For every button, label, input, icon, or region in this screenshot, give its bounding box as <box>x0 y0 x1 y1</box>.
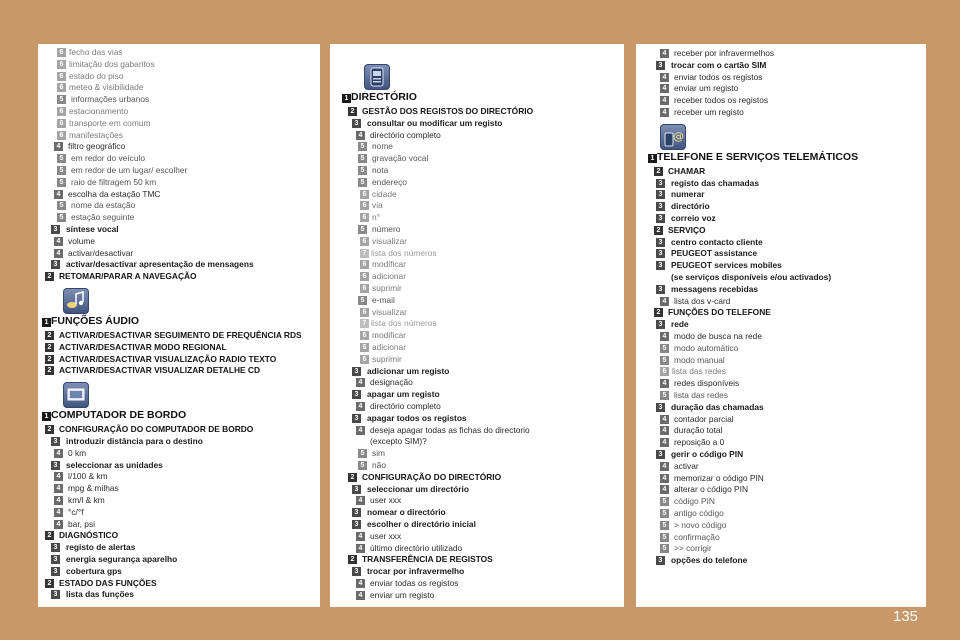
level-badge: 4 <box>356 496 365 505</box>
menu-item-label: enviar um registo <box>370 589 435 600</box>
menu-item-label: numerar <box>671 189 705 200</box>
menu-item-label: l/100 & km <box>68 471 108 482</box>
menu-item-level-3 <box>636 556 926 568</box>
menu-item-label: último directório utilizado <box>370 542 463 553</box>
menu-item-label: lista das redes <box>674 390 728 400</box>
level-badge: 5 <box>660 391 669 400</box>
menu-item-label: lista dos números <box>371 247 437 258</box>
menu-item-level-4 <box>636 108 926 120</box>
level-badge: 4 <box>54 496 63 505</box>
menu-column-2 <box>330 44 624 607</box>
level-badge: 2 <box>654 226 663 235</box>
menu-item-label: km/l & km <box>68 495 105 505</box>
level-badge: 3 <box>51 543 60 552</box>
level-badge: 4 <box>660 474 669 483</box>
menu-item-label: apagar um registo <box>367 389 440 400</box>
menu-item-label: visualizar <box>372 306 407 317</box>
level-badge: 3 <box>352 414 361 423</box>
menu-item-label: registo das chamadas <box>671 177 759 188</box>
trip-computer-icon <box>63 382 89 408</box>
level-badge: 6 <box>360 331 369 340</box>
level-badge: 3 <box>656 285 665 294</box>
menu-item-label: fecho das vias <box>69 47 123 57</box>
level-badge: 5 <box>358 296 367 305</box>
menu-item-label: activar/desactivar apresentação de mensagens <box>66 259 254 270</box>
level-badge: 1 <box>42 318 51 327</box>
menu-item-label: user xxx <box>370 495 402 506</box>
menu-item-label: user xxx <box>370 530 402 541</box>
level-badge: 2 <box>45 272 54 281</box>
level-badge: 4 <box>356 579 365 588</box>
menu-item-label: apagar todos os registos <box>367 412 467 423</box>
menu-item-label: TELEFONE E SERVIÇOS TELEMÁTICOS <box>657 151 859 163</box>
level-badge: 2 <box>45 355 54 364</box>
menu-item-label: sim <box>372 448 386 459</box>
level-badge: 3 <box>656 320 665 329</box>
menu-item-label: SERVIÇO <box>668 224 706 235</box>
level-badge: 2 <box>45 343 54 352</box>
menu-item-label: CONFIGURAÇÃO DO DIRECTÓRIO <box>362 471 502 482</box>
level-badge: 3 <box>656 179 665 188</box>
menu-item-label: ACTIVAR/DESACTIVAR VISUALIZAR DETALHE CD <box>59 365 260 376</box>
menu-item-label: RETOMAR/PARAR A NAVEGAÇÃO <box>59 271 197 282</box>
level-badge: 4 <box>660 84 669 93</box>
menu-item-label: manifestações <box>69 129 123 140</box>
level-badge: 3 <box>51 437 60 446</box>
level-badge: 7 <box>360 319 369 328</box>
menu-item-label: introduzir distância para o destino <box>66 436 203 446</box>
level-badge: 2 <box>348 473 357 482</box>
menu-item-label: messagens recebidas <box>671 283 759 294</box>
level-badge: 6 <box>360 308 369 317</box>
level-badge: 3 <box>51 260 60 269</box>
menu-item-label: raio de filtragem 50 km <box>71 176 157 187</box>
level-badge: 4 <box>54 508 63 517</box>
menu-item-label: PEUGEOT assistance <box>671 248 758 259</box>
menu-item-label: ESTADO DAS FUNÇÕES <box>59 577 157 588</box>
menu-item-label: modo de busca na rede <box>674 331 762 341</box>
level-badge: 2 <box>45 331 54 340</box>
level-badge: 6 <box>57 119 66 128</box>
level-badge: 3 <box>51 567 60 576</box>
level-badge: 3 <box>656 556 665 565</box>
menu-item-level-2 <box>38 366 320 378</box>
level-badge: 3 <box>51 461 60 470</box>
level-badge: 4 <box>660 426 669 435</box>
menu-item-label: modificar <box>372 330 406 341</box>
menu-column-1 <box>38 44 320 607</box>
level-badge: 4 <box>54 237 63 246</box>
level-badge: 3 <box>51 590 60 599</box>
level-badge: 5 <box>57 166 66 175</box>
menu-item-label: CONFIGURAÇÃO DO COMPUTADOR DE BORDO <box>59 424 254 435</box>
menu-item-label: confirmação <box>674 531 720 542</box>
menu-item-label: nome <box>372 141 393 152</box>
menu-item-label: volume <box>68 235 95 246</box>
menu-item-label: via <box>372 200 383 211</box>
menu-item-label: cobertura gps <box>66 565 122 576</box>
menu-item-label: receber todos os registos <box>674 95 769 106</box>
level-badge: 3 <box>352 567 361 576</box>
level-badge: 6 <box>57 60 66 69</box>
menu-item-label: reposição a 0 <box>674 437 725 448</box>
level-badge: 4 <box>356 131 365 140</box>
level-badge: 3 <box>352 485 361 494</box>
level-badge: 3 <box>656 238 665 247</box>
phonebook-icon <box>364 64 390 90</box>
level-badge: 3 <box>656 261 665 270</box>
menu-item-label: transporte em comum <box>69 117 151 128</box>
menu-item-label: adicionar um registo <box>367 365 450 376</box>
menu-item-label: receber um registo <box>674 107 744 117</box>
menu-item-label: não <box>372 460 386 470</box>
menu-item-label: lista dos v-card <box>674 295 731 306</box>
level-badge: 5 <box>358 449 367 458</box>
menu-item-label: trocar por infravermelho <box>367 566 465 577</box>
level-badge: 6 <box>360 284 369 293</box>
level-badge: 5 <box>358 461 367 470</box>
menu-item-label: receber por infravermelhos <box>674 48 775 58</box>
level-badge: 4 <box>660 332 669 341</box>
level-badge: 5 <box>57 201 66 210</box>
level-badge: 4 <box>54 249 63 258</box>
menu-item-label: ACTIVAR/DESACTIVAR MODO REGIONAL <box>59 341 227 352</box>
level-badge: 4 <box>660 108 669 117</box>
menu-item-label: TRANSFERÊNCIA DE REGISTOS <box>362 554 493 565</box>
menu-item-label: lista dos números <box>371 318 437 329</box>
level-badge: 3 <box>352 520 361 529</box>
level-badge: 4 <box>54 190 63 199</box>
menu-item-label: consultar ou modificar um registo <box>367 117 503 128</box>
level-badge: 4 <box>54 142 63 151</box>
music-notes-icon <box>63 288 89 314</box>
level-badge: 2 <box>45 366 54 375</box>
menu-item-label: informações urbanos <box>71 94 150 105</box>
menu-item-label: em redor de um lugar/ escolher <box>71 165 188 175</box>
level-badge: 3 <box>656 61 665 70</box>
menu-item-label: deseja apagar todas as fichas do directorio <box>370 424 530 435</box>
level-badge: 6 <box>57 131 66 140</box>
menu-item-label: cidade <box>372 188 397 199</box>
menu-item-label: COMPUTADOR DE BORDO <box>51 409 187 422</box>
level-badge: 6 <box>660 367 669 376</box>
menu-item-label: n° <box>372 212 381 223</box>
menu-item-label: rede <box>671 319 689 330</box>
level-badge: 6 <box>360 272 369 281</box>
level-badge: 6 <box>57 72 66 81</box>
level-badge: 3 <box>656 190 665 199</box>
level-badge: 6 <box>57 107 66 116</box>
menu-item-label: activar <box>674 460 699 471</box>
menu-item-label: antigo código <box>674 508 724 518</box>
menu-item-label: energia segurança aparelho <box>66 554 178 564</box>
menu-item-level-2 <box>38 272 320 284</box>
menu-item-label: nome da estação <box>71 200 136 211</box>
menu-item-label: duração total <box>674 425 723 436</box>
menu-item-label: directório <box>671 201 710 212</box>
menu-column-3 <box>636 44 926 607</box>
menu-item-label: redes disponíveis <box>674 378 740 389</box>
menu-item-label: duração das chamadas <box>671 401 764 412</box>
level-badge: 3 <box>352 119 361 128</box>
level-badge: 6 <box>360 343 369 352</box>
level-badge: 5 <box>358 178 367 187</box>
menu-item-label: nota <box>372 165 389 175</box>
level-badge: 7 <box>360 249 369 258</box>
level-badge: 6 <box>360 355 369 364</box>
level-badge: 4 <box>660 73 669 82</box>
menu-item-label: memorizar o código PIN <box>674 472 764 483</box>
level-badge: 2 <box>45 579 54 588</box>
level-badge: 3 <box>656 403 665 412</box>
menu-item-label: directório completo <box>370 401 441 411</box>
menu-item-label: enviar um registo <box>674 83 739 94</box>
menu-item-label: DIAGNÓSTICO <box>59 530 119 541</box>
menu-item-label: enviar todos os registos <box>674 71 763 82</box>
level-badge: 2 <box>348 107 357 116</box>
level-badge: 4 <box>356 591 365 600</box>
phone-at-icon <box>660 124 686 150</box>
menu-item-label: adicionar <box>372 342 406 352</box>
menu-item-label: visualizar <box>372 235 407 246</box>
level-badge: 2 <box>654 308 663 317</box>
menu-item-label: > novo código <box>674 519 727 530</box>
level-badge: 4 <box>54 472 63 481</box>
menu-item-label: lista das redes <box>672 366 726 377</box>
menu-item-label: estacionamento <box>69 106 129 116</box>
menu-item-label: 0 km <box>68 447 87 458</box>
menu-item-label: GESTÃO DOS REGISTOS DO DIRECTÓRIO <box>362 106 534 116</box>
level-badge: 4 <box>660 438 669 447</box>
menu-item-label: alterar o código PIN <box>674 484 749 495</box>
level-badge: 3 <box>656 450 665 459</box>
level-badge: 2 <box>45 425 54 434</box>
level-badge: 6 <box>360 213 369 222</box>
menu-item-label: directório completo <box>370 129 441 140</box>
menu-item-label: bar, psi <box>68 518 96 529</box>
level-badge: 4 <box>660 49 669 58</box>
level-badge: 3 <box>352 390 361 399</box>
menu-item-label: registo de alertas <box>66 542 136 553</box>
menu-item-label: >> corrigir <box>674 543 712 554</box>
level-badge: 5 <box>358 225 367 234</box>
level-badge: 6 <box>57 48 66 57</box>
menu-item-label: escolher o directório inicial <box>367 519 476 529</box>
menu-item-label: seleccionar as unidades <box>66 459 163 470</box>
level-badge: 5 <box>358 154 367 163</box>
menu-item-label: ACTIVAR/DESACTIVAR VISUALIZAÇÃO RADIO TEXTO <box>59 353 277 364</box>
menu-item-label: e-mail <box>372 294 395 305</box>
menu-item-label: ACTIVAR/DESACTIVAR SEGUIMENTO DE FREQUÊNCIA RDS <box>59 330 302 340</box>
level-badge: 5 <box>57 154 66 163</box>
menu-item-label: trocar com o cartão SIM <box>671 59 767 70</box>
level-badge: 3 <box>656 202 665 211</box>
menu-item-label: contador parcial <box>674 413 734 424</box>
menu-item-label: (se serviços disponíveis e/ou activados) <box>671 272 832 282</box>
level-badge: 4 <box>356 402 365 411</box>
level-badge: 4 <box>660 379 669 388</box>
level-badge: 6 <box>57 83 66 92</box>
menu-item-label: mpg & milhas <box>68 483 119 494</box>
menu-item-label: escolha da estação TMC <box>68 188 161 199</box>
level-badge: 3 <box>656 214 665 223</box>
page-number: 135 <box>893 608 919 625</box>
level-badge: 3 <box>51 225 60 234</box>
level-badge: 4 <box>356 532 365 541</box>
level-badge: 6 <box>360 201 369 210</box>
menu-item-label: modo manual <box>674 354 725 365</box>
level-badge: 2 <box>348 555 357 564</box>
level-badge: 4 <box>660 297 669 306</box>
level-badge: 2 <box>654 167 663 176</box>
level-badge: 3 <box>51 555 60 564</box>
menu-item-label: gerir o código PIN <box>671 449 744 459</box>
menu-item-label: modo automático <box>674 342 739 353</box>
menu-item-label: PEUGEOT services mobiles <box>671 260 782 271</box>
menu-item-label: CHAMAR <box>668 165 706 176</box>
level-badge: 5 <box>660 509 669 518</box>
level-badge: 6 <box>360 237 369 246</box>
level-badge: 5 <box>660 497 669 506</box>
level-badge: 5 <box>57 178 66 187</box>
menu-item-label: opções do telefone <box>671 555 748 566</box>
menu-item-label: DIRECTÓRIO <box>351 91 417 104</box>
menu-item-label: filtro geográfico <box>68 141 126 152</box>
level-badge: 5 <box>660 356 669 365</box>
level-badge: 3 <box>656 249 665 258</box>
level-badge: 5 <box>358 166 367 175</box>
menu-item-label: adicionar <box>372 271 406 282</box>
menu-item-label: activar/desactivar <box>68 247 134 258</box>
menu-item-label: estado do piso <box>69 70 124 81</box>
menu-item-label: °c/°f <box>68 506 84 517</box>
svg-text:@: @ <box>673 130 684 143</box>
menu-item-label: lista das funções <box>66 589 134 600</box>
level-badge: 5 <box>57 213 66 222</box>
menu-item-label: síntese vocal <box>66 224 119 234</box>
level-badge: 4 <box>54 449 63 458</box>
level-badge: 1 <box>42 412 51 421</box>
level-badge: 4 <box>356 426 365 435</box>
menu-item-level-4 <box>330 591 624 603</box>
level-badge: 4 <box>660 415 669 424</box>
menu-item-label: número <box>372 224 401 234</box>
level-badge: 6 <box>360 190 369 199</box>
menu-item-label: FUNÇÕES DO TELEFONE <box>668 307 771 318</box>
menu-item-label: seleccionar um directório <box>367 483 469 494</box>
menu-item-label: suprimir <box>372 283 402 293</box>
level-badge: 5 <box>660 544 669 553</box>
level-badge: 4 <box>660 96 669 105</box>
menu-item-label: (excepto SIM)? <box>370 436 427 447</box>
menu-item-level-3 <box>38 590 320 602</box>
level-badge: 4 <box>660 485 669 494</box>
level-badge: 1 <box>342 94 351 103</box>
level-badge: 4 <box>356 544 365 553</box>
menu-item-label: gravação vocal <box>372 153 429 164</box>
level-badge: 6 <box>360 260 369 269</box>
menu-item-label: designação <box>370 377 413 388</box>
menu-item-label: meteo & visibilidade <box>69 82 144 93</box>
level-badge: 3 <box>352 367 361 376</box>
menu-item-label: enviar todas os registos <box>370 578 459 588</box>
menu-item-label: modificar <box>372 259 406 270</box>
menu-item-label: FUNÇÕES ÁUDIO <box>51 315 140 328</box>
level-badge: 4 <box>54 520 63 529</box>
level-badge: 4 <box>660 462 669 471</box>
level-badge: 5 <box>358 142 367 151</box>
menu-item-label: limitação dos gabaritos <box>69 58 155 69</box>
level-badge: 3 <box>352 508 361 517</box>
level-badge: 5 <box>660 533 669 542</box>
menu-item-label: correio voz <box>671 213 716 223</box>
menu-item-label: endereço <box>372 176 407 187</box>
menu-item-label: nomear o directório <box>367 507 446 518</box>
menu-item-label: suprimir <box>372 353 402 364</box>
menu-item-label: em redor do veículo <box>71 153 146 164</box>
level-badge: 1 <box>648 154 657 163</box>
level-badge: 4 <box>356 378 365 387</box>
level-badge: 4 <box>54 484 63 493</box>
menu-item-label: estação seguinte <box>71 212 135 223</box>
level-badge: 5 <box>57 95 66 104</box>
menu-item-label: centro contacto cliente <box>671 236 763 247</box>
level-badge: 5 <box>660 344 669 353</box>
level-badge: 5 <box>660 521 669 530</box>
level-badge: 2 <box>45 531 54 540</box>
menu-item-label: código PIN <box>674 496 715 507</box>
